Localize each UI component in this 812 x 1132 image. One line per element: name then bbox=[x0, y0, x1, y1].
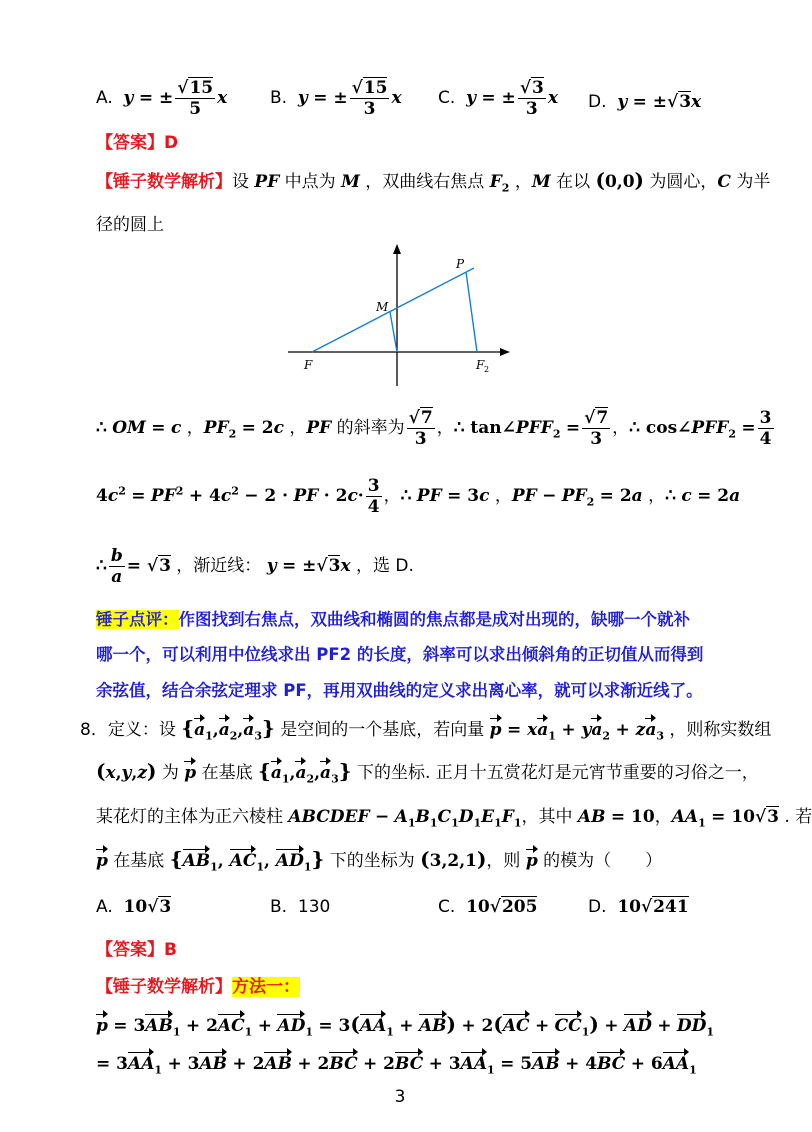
option-a-q8: A. 10√3 bbox=[96, 897, 172, 917]
math-line-1: ∴ OM = c ，$PF_2 = 2c$ ，PF 的斜率为 $\frac{√7}{3}$ ，∴ $\tan\angle PFF_2$ = $\frac{√7}{3}$ ，∴ $\cos\angle PFF_2$ = $\frac{3}{4}$ bbox=[96, 408, 772, 449]
analysis-q7-line1: 【锤子数学解析】设 PF 中点为 M ，双曲线右焦点 $F_2$ ，M 在以 (0,0) 为圆心，C 为半 bbox=[96, 168, 771, 195]
equation-2: = $3AA_1 + 3AB + 2AB + 2BC + 2BC + 3AA_1 = 5AB + 4BC + 6AA_1$ bbox=[96, 1054, 697, 1077]
review-line2: 哪一个，可以利用中位线求出 PF2 的长度，斜率可以求出倾斜角的正切值从而得到 bbox=[96, 645, 704, 664]
label-f: F bbox=[304, 358, 313, 372]
label-p: P bbox=[456, 257, 465, 271]
x-axis-arrow bbox=[500, 348, 510, 356]
q8-line2: (x,y,z) 为 p 在基底 $\{a_1,a_2,a_3\}$ 下的坐标. 正月十五赏花灯是元宵节重要的习俗之一， bbox=[96, 759, 759, 786]
review-line1: 锤子点评：作图找到右焦点，双曲线和椭圆的焦点都是成对出现的，缺哪一个就补 bbox=[96, 610, 690, 629]
question-number: 8． bbox=[80, 720, 108, 740]
answer-tag: 【答案】 bbox=[96, 133, 164, 153]
answer-value: D bbox=[164, 133, 179, 153]
option-b-q8: B. 130 bbox=[270, 897, 331, 917]
option-c-q7: C. y = ± $\frac{√3}{3}$ x bbox=[438, 78, 558, 119]
q8-line4: p 在基底 {$AB_1$, $AC_1$, $AD_1$} 下的坐标为 (3,2,1)，则 p 的模为（ ） bbox=[96, 847, 663, 874]
label-f2: F bbox=[476, 358, 485, 372]
review-line3: 余弦值，结合余弦定理求 PF，再用双曲线的定义求出离心率，就可以求渐近线了。 bbox=[96, 681, 703, 700]
review-tag: 锤子点评： bbox=[96, 610, 179, 629]
answer-q7 bbox=[96, 128, 178, 153]
y-axis-arrow bbox=[393, 244, 401, 254]
method-tag: 方法一： bbox=[232, 977, 300, 997]
option-label: A. bbox=[96, 88, 113, 108]
option-d-q7: D. y = ±√3x bbox=[588, 92, 702, 112]
math-line-2: $4c^2 = PF^2 + 4c^2 - 2$ · PF · 2c· $\frac{3}{4}$ ，∴ PF = 3c ，PF − $PF_2 = 2a$ ，∴ c = 2a bbox=[96, 476, 741, 517]
analysis-tag: 【锤子数学解析】 bbox=[96, 172, 232, 192]
hyperbola-diagram bbox=[280, 238, 520, 388]
q8-line1: 8．定义：设 $\{a_1,a_2,a_3\}$ 是空间的一个基底，若向量 $p = xa_1 + ya_2 + za_3$ ，则称实数组 bbox=[80, 716, 772, 743]
option-b-q7: B. y = ± $\frac{√15}{3}$ x bbox=[270, 78, 402, 119]
answer-q8: 【答案】B bbox=[96, 940, 177, 960]
line-pf2 bbox=[466, 272, 477, 352]
line-om bbox=[390, 312, 397, 352]
line-fp bbox=[312, 268, 474, 352]
option-d-q8: D. 10√241 bbox=[588, 897, 689, 917]
label-f2-sub: 2 bbox=[484, 365, 490, 374]
label-m: M bbox=[376, 300, 389, 314]
equation-1: $p = 3AB_1 + 2AC_1 + AD_1 = 3(AA_1 + AB) + 2(AC + CC_1)$ + AD + $DD_1$ bbox=[96, 1012, 715, 1039]
option-c-q8: C. 10√205 bbox=[438, 897, 538, 917]
q8-line3: 某花灯的主体为正六棱柱 ABCDEF − $A_1B_1C_1D_1E_1F_1$，其中 AB = 10，$AA_1 = 10√3$ . 若 bbox=[96, 807, 812, 830]
analysis-q8: 【锤子数学解析】方法一： bbox=[96, 977, 300, 997]
analysis-q7-line2: 径的圆上 bbox=[96, 215, 164, 235]
page-number: 3 bbox=[394, 1087, 406, 1107]
option-a-q7: A. y = ± $\frac{√15}{5}$ x bbox=[96, 78, 228, 119]
math-line-3: ∴ $\frac{b}{a}$ = √3 ，渐近线： y = ±√3x ，选 D. bbox=[96, 546, 414, 587]
